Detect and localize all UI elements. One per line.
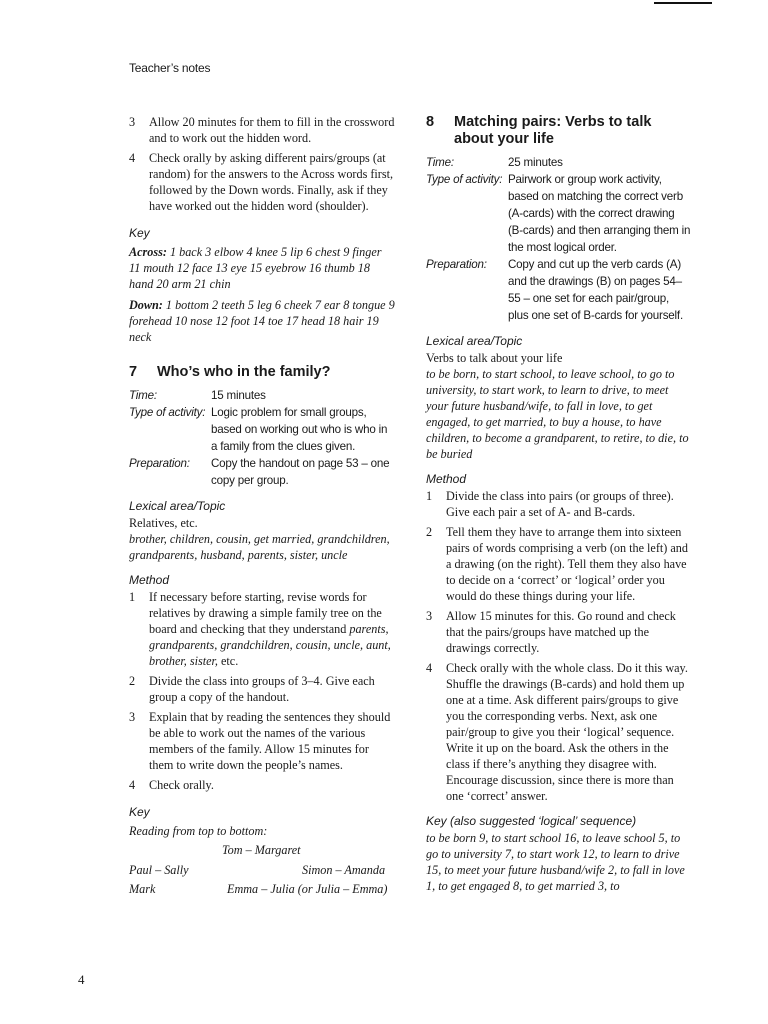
item-text: Explain that by reading the sentences they should be able to work out the names of the various members of the family. Allow 15 minutes for them to write down the people’s names. [149,710,391,772]
method-heading: Method [426,472,467,486]
down-label: Down: [129,298,163,312]
item-text: Divide the class into groups of 3–4. Give each group a copy of the handout. [149,674,375,704]
lexical-heading: Lexical area/Topic [426,334,523,348]
family-tree [129,839,395,899]
time-value: 15 minutes [211,389,266,402]
key-heading-8: Key (also suggested ‘logical’ sequence) [426,814,637,828]
method-list [129,589,395,793]
tree-row-3-left: Mark [129,882,156,896]
item-number: 2 [129,674,136,688]
preparation-row [426,256,692,324]
list-item [129,709,395,773]
down-key [129,297,395,345]
activity-label: Type of activity: [129,406,206,419]
item-number: 4 [426,661,433,675]
lexical-words: brother, children, cousin, get married, grandchildren, grandparents, husband, parents, sister, uncle [129,532,390,562]
time-label: Time: [426,156,454,169]
intro-list [129,114,395,214]
item-number: 4 [129,778,136,792]
key-sequence: to be born 9, to start school 16, to leave school 5, to go to university 7, to start work 12, to learn to drive 15, to meet your future husband/wife 2, to fall in love 1, to get engaged 8, to get married 3, to [426,831,685,893]
tree-row-2-right: Simon – Amanda [302,863,386,877]
item-number: 3 [129,115,136,129]
list-item [129,114,395,146]
section-title-text: Who’s who in the family? [157,364,331,380]
key-heading-7: Key [129,805,150,819]
lexical-topic: Relatives, etc. [129,516,198,530]
method-heading: Method [129,573,170,587]
preparation-label: Preparation: [426,258,487,271]
section-8-title [426,114,692,148]
item-text-italic: parents, grandparents, grandchildren, cousin, uncle, aunt, brother, sister, [149,622,391,668]
item-text: Check orally by asking different pairs/groups (at random) for the answers to the Across words first, followed by the Down words. Finally, ask if they have worked out the hidden word (shoulder). [149,151,394,213]
item-number: 2 [426,525,433,539]
list-item [129,777,395,793]
top-rule [654,2,712,4]
key-heading: Key [129,226,150,240]
section-title-text: Matching pairs: Verbs to talk about your life [454,114,652,147]
activity-row [129,404,395,455]
item-text: Allow 15 minutes for this. Go round and check that the pairs/groups have matched up the drawings correctly. [446,609,676,655]
item-text [149,589,395,669]
tree-row-2-left: Paul – Sally [129,863,189,877]
time-row [129,387,395,404]
activity-value: Pairwork or group work activity, based on matching the correct verb (A-cards) with the correct drawing (B-cards) and then arranging them in the most logical order. [508,173,691,254]
item-text-after: etc. [217,654,239,668]
preparation-value: Copy the handout on page 53 – one copy per group. [211,457,390,487]
item-number: 1 [129,590,136,604]
list-item [129,589,395,669]
preparation-label: Preparation: [129,457,190,470]
time-row [426,154,692,171]
across-key [129,244,395,292]
item-number: 3 [426,609,433,623]
list-item [426,608,692,656]
across-label: Across: [129,245,167,259]
preparation-value: Copy and cut up the verb cards (A) and the drawings (B) on pages 54–55 – one set for each pair/group, plus one set of B-cards for yourself. [508,258,683,322]
item-number: 4 [129,151,136,165]
time-value: 25 minutes [508,156,563,169]
page-number: 4 [78,972,85,987]
lexical-heading: Lexical area/Topic [129,499,226,513]
preparation-row [129,455,395,489]
right-column [426,114,692,894]
list-item [426,524,692,604]
section-number: 7 [129,364,138,380]
section-number: 8 [426,114,435,130]
lexical-topic: Verbs to talk about your life [426,351,563,365]
item-text: Tell them they have to arrange them into sixteen pairs of words comprising a verb (on the left) and a drawing (on the right). Tell them they also have to decide on a ‘correct’ or ‘logical’ order you would do these things during your life. [446,525,688,603]
reading-order-label: Reading from top to bottom: [129,824,268,838]
item-number: 3 [129,710,136,724]
tree-row-3-right: Emma – Julia (or Julia – Emma) [227,882,388,896]
list-item [426,660,692,804]
item-number: 1 [426,489,433,503]
item-text: Check orally with the whole class. Do it this way. Shuffle the drawings (B-cards) and hold them up one at a time. Ask different pairs/groups to give you the corresponding verbs. Next, ask one pair/group to give you their ‘logical’ sequence. Write it up on the board. Ask the others in the class if there’s anything they disagree with. Encourage discussion, since there is more than one ‘correct’ answer. [446,661,688,803]
lexical-words: to be born, to start school, to leave school, to go to university, to start work, to learn to drive, to meet your future husband/wife, to fall in love, to get engaged, to get married, to buy a house, to have children, to become a grandparent, to retire, to die, to be buried [426,367,689,461]
down-answers: 1 bottom 2 teeth 5 leg 6 cheek 7 ear 8 tongue 9 forehead 10 nose 12 foot 14 toe 17 head 18 hair 19 neck [129,298,395,344]
left-column [129,114,395,899]
list-item [426,488,692,520]
tree-row-1: Tom – Margaret [222,843,301,857]
method-list [426,488,692,804]
activity-label: Type of activity: [426,173,503,186]
list-item [129,150,395,214]
section-7-title [129,364,395,381]
activity-value: Logic problem for small groups, based on working out who is who in a family from the clues given. [211,406,388,453]
item-text: Divide the class into pairs (or groups of three). Give each pair a set of A- and B-cards. [446,489,674,519]
list-item [129,673,395,705]
across-answers: 1 back 3 elbow 4 knee 5 lip 6 chest 9 finger 11 mouth 12 face 13 eye 15 eyebrow 16 thumb 18 hand 20 arm 21 chin [129,245,382,291]
time-label: Time: [129,389,157,402]
running-header: Teacher’s notes [129,61,211,75]
item-text: Allow 20 minutes for them to fill in the crossword and to work out the hidden word. [149,115,395,145]
item-text: Check orally. [149,778,214,792]
item-text-main: If necessary before starting, revise words for relatives by drawing a simple family tree on the board and checking that they understand [149,590,382,636]
activity-row [426,171,692,256]
